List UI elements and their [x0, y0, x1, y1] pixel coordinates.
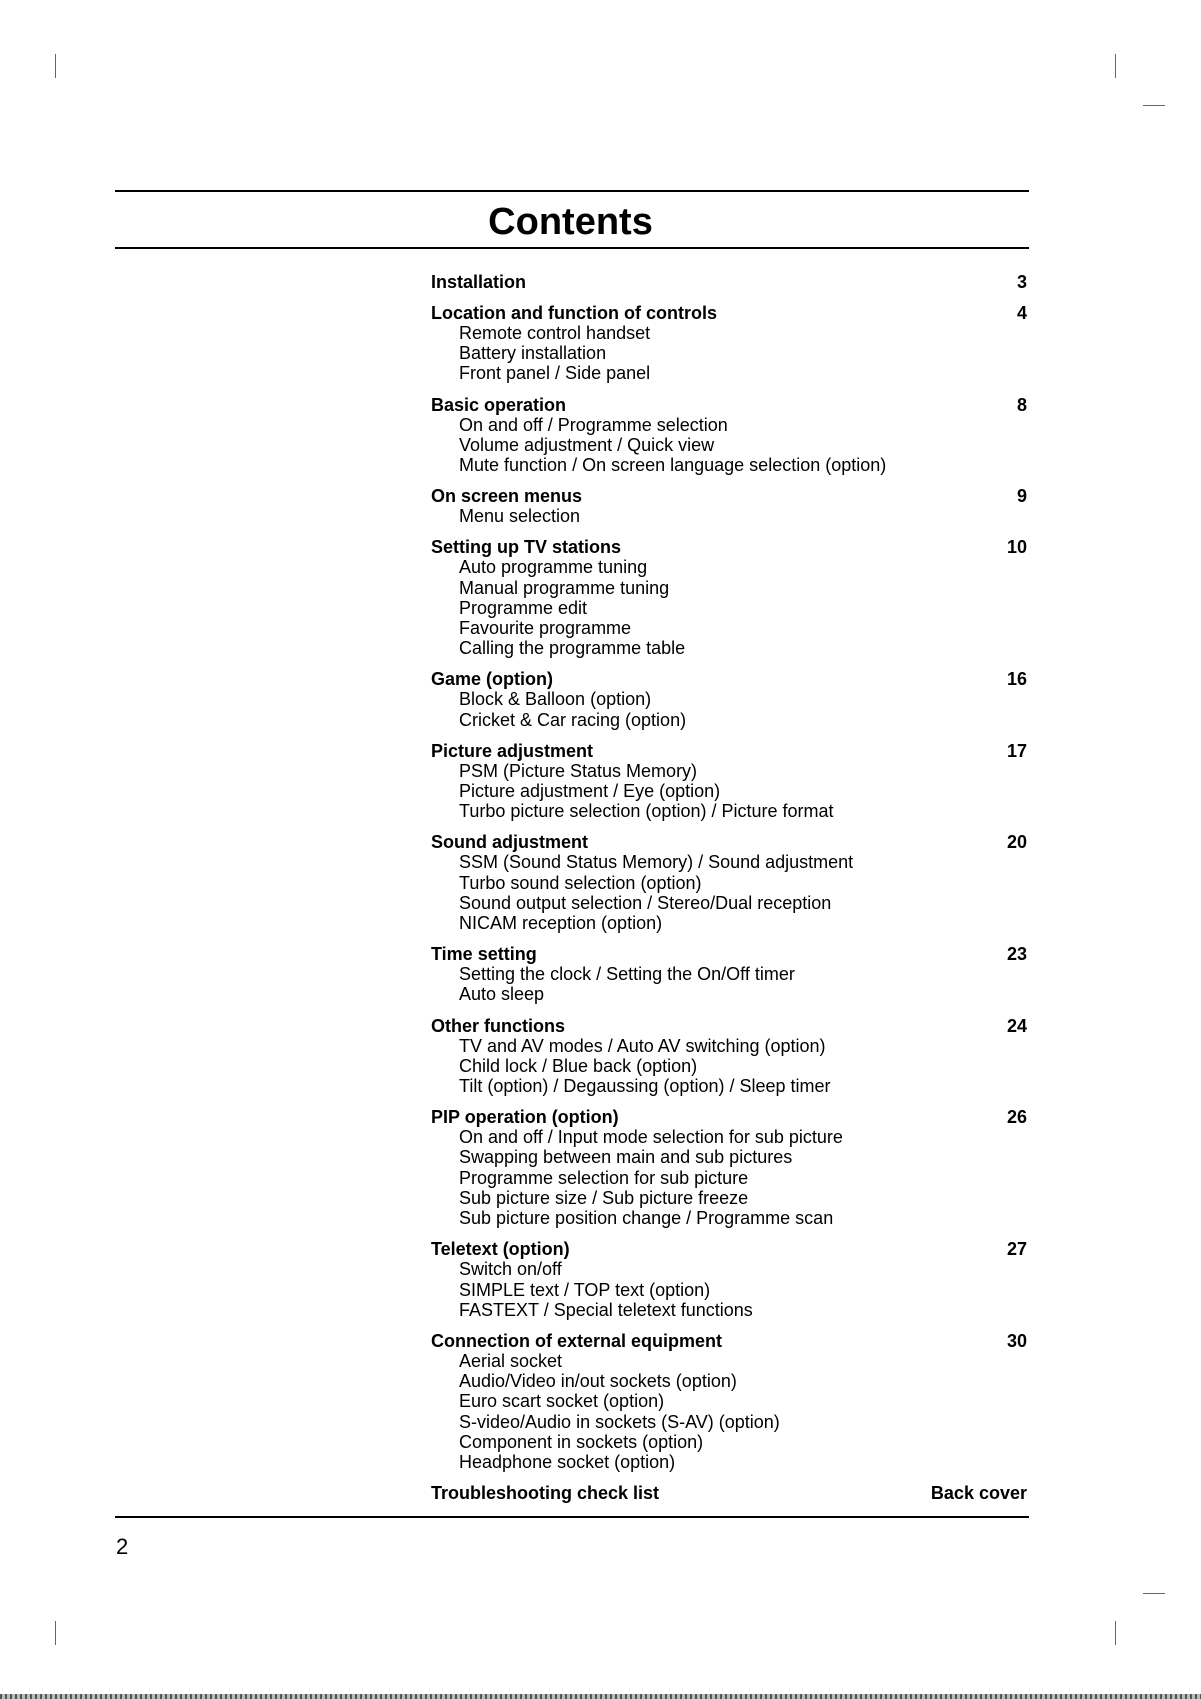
toc-subitem: Programme selection for sub picture [459, 1167, 749, 1188]
toc-subitem: TV and AV modes / Auto AV switching (option) [459, 1035, 826, 1056]
toc-subitem: Aerial socket [459, 1350, 563, 1371]
crop-mark [55, 54, 56, 78]
toc-subitem: On and off / Programme selection [459, 414, 728, 435]
toc-section [431, 395, 1027, 476]
toc-page-number: 23 [1006, 944, 1027, 965]
toc-section-heading [431, 395, 1027, 415]
toc-section-heading [431, 944, 1027, 964]
toc-section-title: On screen menus [431, 486, 583, 507]
toc-subitem: Auto sleep [459, 984, 545, 1005]
toc-page-number: 3 [1016, 272, 1027, 292]
toc-subitem: FASTEXT / Special teletext functions [459, 1299, 753, 1320]
toc-subitem: On and off / Input mode selection for sub picture [459, 1127, 843, 1148]
toc-section [431, 944, 1027, 1004]
toc-page-number: 16 [1006, 669, 1027, 690]
table-of-contents [431, 272, 1027, 1514]
toc-subitem: Auto programme tuning [459, 557, 648, 578]
top-rule [115, 190, 1029, 192]
toc-section-heading [431, 486, 1027, 506]
crop-mark [55, 1621, 56, 1645]
toc-section [431, 1331, 1027, 1472]
toc-subitem: Headphone socket (option) [459, 1451, 676, 1472]
toc-section [431, 272, 1027, 292]
toc-page-number: 26 [1006, 1107, 1027, 1128]
toc-section [431, 486, 1027, 526]
toc-subitem: PSM (Picture Status Memory) [459, 760, 698, 781]
toc-section-heading [431, 1239, 1027, 1259]
toc-subitem: Favourite programme [459, 618, 632, 639]
toc-section-title: Game (option) [431, 669, 553, 690]
toc-subitem: Component in sockets (option) [459, 1431, 704, 1452]
bottom-rule [115, 1516, 1029, 1518]
title-underline-rule [115, 247, 1029, 249]
toc-subitem: SSM (Sound Status Memory) / Sound adjustment [459, 852, 854, 873]
toc-subitem: Block & Balloon (option) [459, 689, 652, 710]
crop-mark [1115, 1621, 1116, 1645]
toc-subitem: Remote control handset [459, 323, 651, 343]
toc-section-heading [431, 1016, 1027, 1036]
toc-page-number: 8 [1016, 394, 1027, 415]
toc-page-number: 4 [1016, 303, 1027, 323]
toc-section-heading [431, 741, 1027, 761]
toc-subitem: NICAM reception (option) [459, 913, 663, 934]
toc-subitem: Turbo sound selection (option) [459, 872, 702, 893]
toc-subitem: Calling the programme table [459, 638, 686, 659]
toc-section-heading [431, 537, 1027, 557]
toc-subitem: Front panel / Side panel [459, 363, 651, 384]
toc-subitem: Picture adjustment / Eye (option) [459, 781, 721, 802]
toc-section-heading [431, 272, 1027, 292]
toc-page-number: 20 [1006, 832, 1027, 853]
toc-section [431, 303, 1027, 384]
toc-section [431, 1483, 1027, 1503]
toc-section-title: Connection of external equipment [431, 1330, 723, 1351]
toc-section-title: Picture adjustment [431, 740, 594, 761]
toc-page-number: 24 [1006, 1015, 1027, 1036]
toc-section-title: Location and function of controls [431, 303, 717, 323]
toc-subitem: Turbo picture selection (option) / Picture format [459, 801, 834, 822]
toc-section [431, 669, 1027, 729]
toc-subitem: Sub picture position change / Programme scan [459, 1208, 834, 1229]
toc-subitem: Euro scart socket (option) [459, 1391, 665, 1412]
toc-section-title: Other functions [431, 1015, 565, 1036]
toc-section-heading [431, 832, 1027, 852]
toc-subitem: Volume adjustment / Quick view [459, 434, 715, 455]
toc-page-number: Back cover [930, 1483, 1027, 1504]
toc-subitem: SIMPLE text / TOP text (option) [459, 1279, 711, 1300]
toc-section-heading [431, 1331, 1027, 1351]
toc-section-title: Teletext (option) [431, 1239, 570, 1260]
toc-page-number: 30 [1006, 1330, 1027, 1351]
toc-section-title: Installation [431, 272, 527, 292]
toc-subitem: Mute function / On screen language selection (option) [459, 455, 887, 476]
toc-section-heading [431, 1107, 1027, 1127]
toc-subitem: Setting the clock / Setting the On/Off timer [459, 964, 795, 985]
scan-edge [0, 1694, 1201, 1699]
toc-subitem: S-video/Audio in sockets (S-AV) (option) [459, 1411, 780, 1432]
toc-section-title: Troubleshooting check list [431, 1483, 660, 1504]
crop-mark [1115, 54, 1116, 78]
toc-section-title: Setting up TV stations [431, 537, 622, 558]
toc-subitem: Cricket & Car racing (option) [459, 709, 687, 730]
toc-section [431, 1239, 1027, 1320]
toc-section-heading [431, 303, 1027, 323]
toc-section [431, 832, 1027, 933]
toc-subitem: Sub picture size / Sub picture freeze [459, 1187, 749, 1208]
toc-page-number: 27 [1006, 1239, 1027, 1260]
toc-section [431, 537, 1027, 658]
crop-mark [1143, 1593, 1165, 1594]
crop-mark [1143, 105, 1165, 106]
toc-section-title: Sound adjustment [431, 832, 588, 853]
toc-section-heading [431, 1483, 1027, 1503]
toc-subitem: Switch on/off [459, 1259, 562, 1280]
toc-page-number: 10 [1006, 537, 1027, 558]
toc-page-number: 9 [1016, 486, 1027, 507]
page-number: 2 [116, 1534, 129, 1559]
toc-section-title: Time setting [431, 944, 537, 965]
toc-subitem: Programme edit [459, 597, 588, 618]
toc-section-title: PIP operation (option) [431, 1107, 619, 1128]
toc-section [431, 1107, 1027, 1228]
toc-subitem: Menu selection [459, 506, 581, 527]
toc-section [431, 1016, 1027, 1097]
toc-subitem: Battery installation [459, 343, 607, 364]
toc-subitem: Manual programme tuning [459, 577, 670, 598]
toc-subitem: Tilt (option) / Degaussing (option) / Sleep timer [459, 1076, 831, 1097]
toc-subitem: Child lock / Blue back (option) [459, 1055, 698, 1076]
toc-subitem: Audio/Video in/out sockets (option) [459, 1371, 737, 1392]
page-title: Contents [488, 201, 653, 243]
toc-subitem: Swapping between main and sub pictures [459, 1147, 793, 1168]
toc-section-heading [431, 669, 1027, 689]
toc-section-title: Basic operation [431, 394, 567, 415]
toc-subitem: Sound output selection / Stereo/Dual reception [459, 892, 832, 913]
toc-page-number: 17 [1006, 740, 1027, 761]
toc-section [431, 741, 1027, 822]
